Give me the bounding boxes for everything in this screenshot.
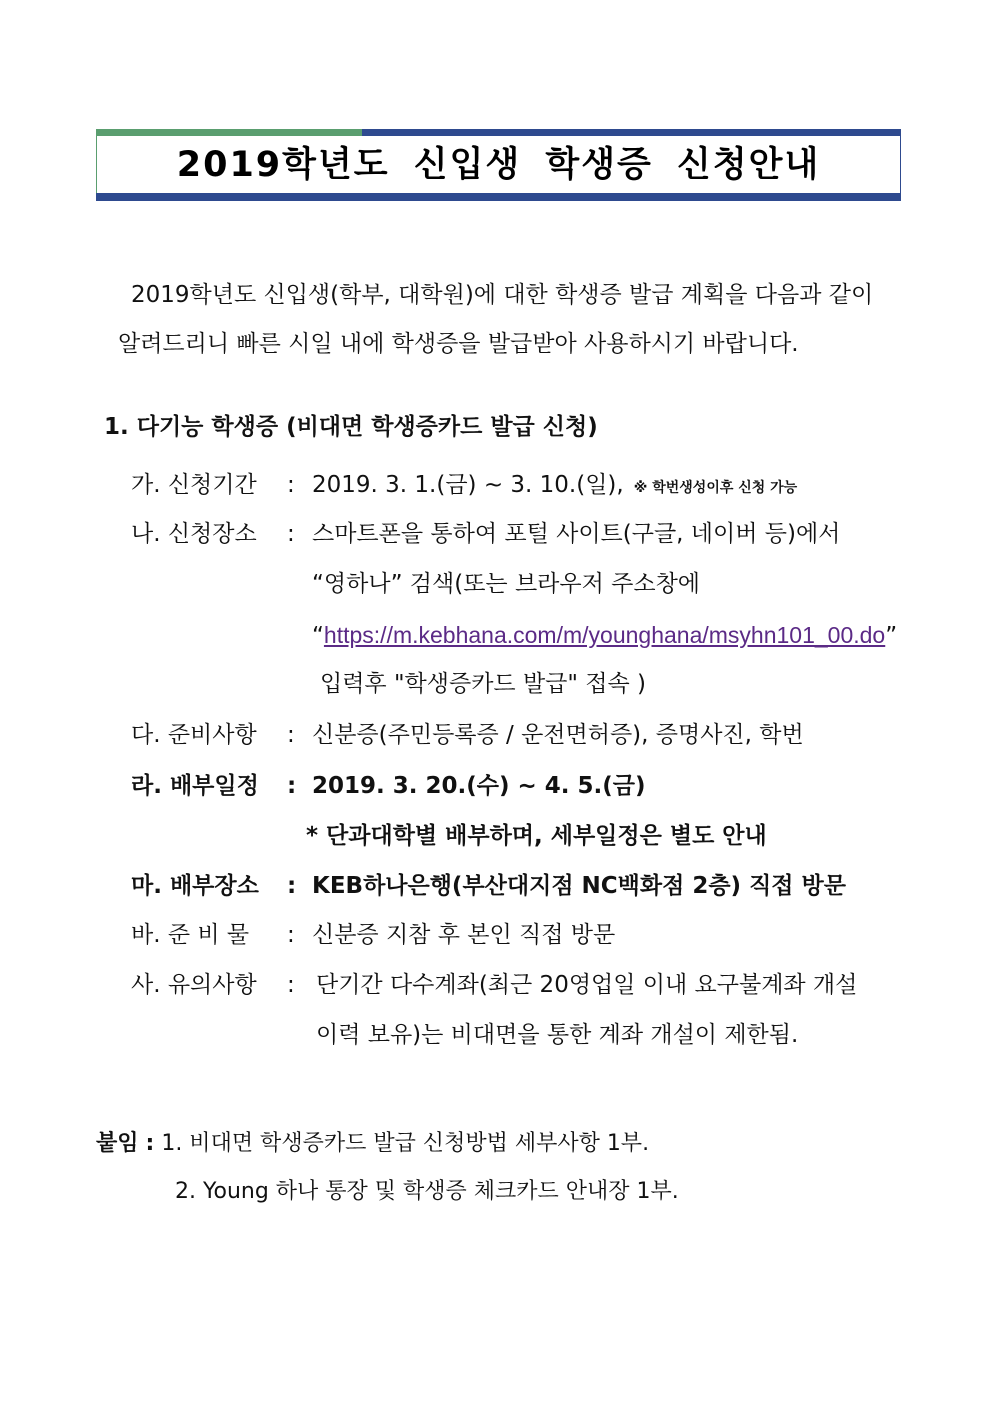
title-box (96, 129, 901, 202)
item-value-period (312, 469, 797, 504)
attachment-item-2: 2. Young 하나 통장 및 학생증 체크카드 안내장 1부. (175, 1179, 679, 1204)
item-value-prep: 신분증(주민등록증 / 운전면허증), 증명사진, 학번 (312, 722, 804, 748)
link-open-quote: “ (312, 623, 324, 649)
attachment-line-1 (96, 1129, 649, 1159)
item-colon: : (287, 722, 295, 748)
item-label-schedule: 라. 배부일정 (131, 773, 259, 799)
item-colon: : (287, 472, 295, 498)
item-colon: : (287, 922, 295, 948)
item-value-schedule: 2019. 3. 20.(수) ~ 4. 5.(금) (312, 773, 646, 799)
item-value-place: 스마트폰을 통하여 포털 사이트(구글, 네이버 등)에서 (312, 521, 841, 547)
link-close-quote: ” (885, 623, 898, 649)
title-bar-blue (362, 129, 901, 136)
item-label-location: 마. 배부장소 (131, 873, 259, 899)
item-colon: : (287, 773, 297, 799)
item-value-schedule-note: * 단과대학별 배부하며, 세부일정은 별도 안내 (306, 823, 767, 849)
attachment-colon: : (145, 1131, 155, 1156)
item-value-place-link-line (312, 619, 897, 652)
section-heading: 1. 다기능 학생증 (비대면 학생증카드 발급 신청) (104, 414, 598, 440)
period-note: ※ 학번생성이후 신청 가능 (633, 480, 798, 496)
item-label-place: 나. 신청장소 (131, 521, 257, 547)
item-label-items: 바. 준 비 물 (131, 922, 250, 948)
page-title: 2019학년도 신입생 학생증 신청안내 (176, 145, 821, 185)
attachment-label: 붙임 (96, 1131, 139, 1156)
item-colon: : (287, 873, 297, 899)
kebhana-link[interactable]: https://m.kebhana.com/m/younghana/msyhn101_00.do (323, 622, 886, 648)
intro-line-2: 알려드리니 빠른 시일 내에 학생증을 발급받아 사용하시기 바랍니다. (118, 331, 799, 357)
item-value-caution: 단기간 다수계좌(최근 20영업일 이내 요구불계좌 개설 (316, 972, 858, 998)
intro-line-1: 2019학년도 신입생(학부, 대학원)에 대한 학생증 발급 계획을 다음과 같이 (131, 282, 874, 308)
item-label-period: 가. 신청기간 (131, 472, 257, 498)
title-bar-bottom (96, 193, 901, 201)
item-value-items: 신분증 지참 후 본인 직접 방문 (312, 922, 616, 948)
item-value-caution-cont: 이력 보유)는 비대면을 통한 계좌 개설이 제한됨. (316, 1022, 799, 1048)
attachment-item-1: 1. 비대면 학생증카드 발급 신청방법 세부사항 1부. (161, 1131, 650, 1156)
item-colon: : (287, 521, 295, 547)
item-colon: : (287, 972, 295, 998)
item-label-caution: 사. 유의사항 (131, 972, 257, 998)
item-value-place-cont3: 입력후 "학생증카드 발급" 접속 ) (320, 671, 646, 697)
period-text: 2019. 3. 1.(금) ~ 3. 10.(일), (312, 472, 624, 498)
item-label-prep: 다. 준비사항 (131, 722, 257, 748)
item-value-location: KEB하나은행(부산대지점 NC백화점 2층) 직접 방문 (312, 873, 846, 899)
item-value-place-cont1: “영하나” 검색(또는 브라우저 주소창에 (312, 571, 701, 597)
title-bar-green (96, 129, 362, 136)
